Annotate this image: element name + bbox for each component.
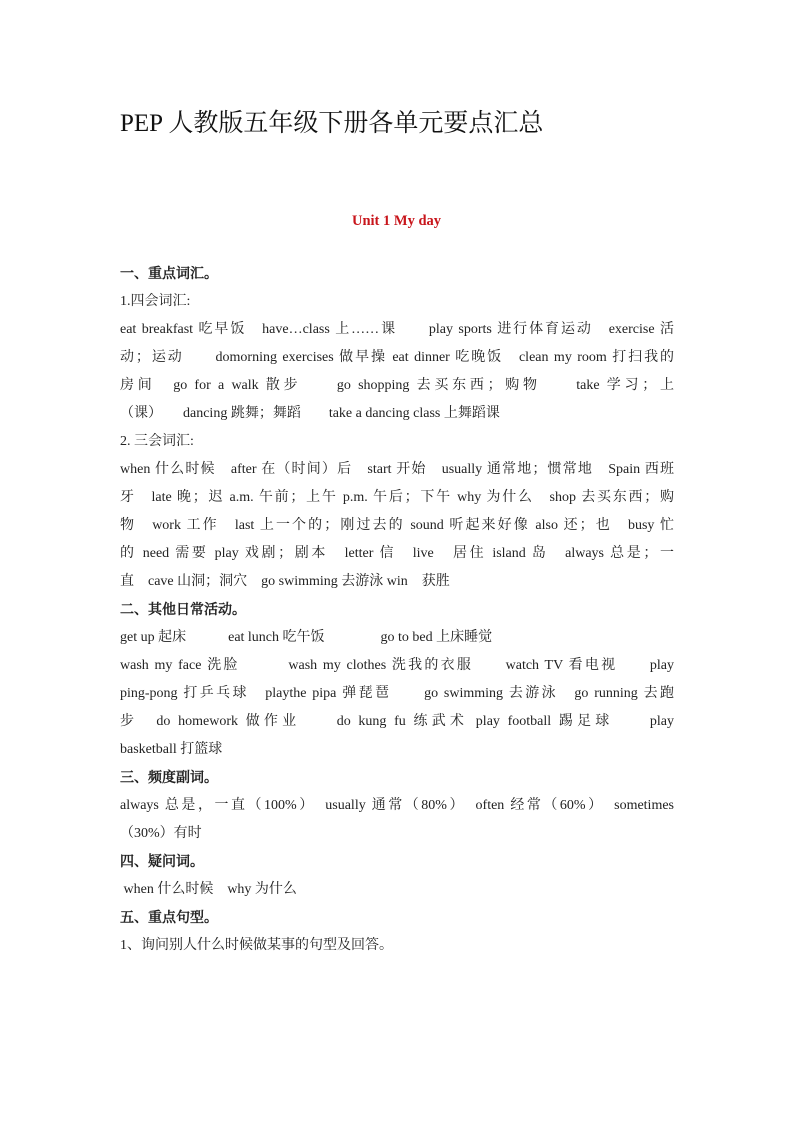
text-line: ping-pong 打乒乓球 playthe pipa 弹琵琶 go swimming 去游泳 go running 去跑 — [120, 686, 674, 701]
text-line: when 什么时候 why 为什么 — [120, 882, 297, 897]
text-line: （课） dancing 跳舞；舞蹈 take a dancing class 上舞蹈课 — [120, 406, 500, 421]
text-line: （30%）有时 — [120, 826, 202, 841]
text-line: 直 cave 山洞；洞穴 go swimming 去游泳 win 获胜 — [120, 574, 450, 589]
section-heading-vocabulary: 一、重点词汇。 — [120, 266, 218, 282]
section-heading-question-words: 四、疑问词。 — [120, 854, 204, 870]
text-line: eat breakfast 吃早饭 have…class 上……课 play sports 进行体育运动 exercise 活 — [120, 322, 674, 337]
section-heading-daily-activities: 二、其他日常活动。 — [120, 602, 246, 618]
text-line: 动；运动 domorning exercises 做早操 eat dinner 吃晚饭 clean my room 打扫我的 — [120, 350, 674, 365]
document-title: PEP 人教版五年级下册各单元要点汇总 — [120, 110, 544, 137]
section-heading-frequency-adverbs: 三、频度副词。 — [120, 770, 218, 786]
text-line: get up 起床 eat lunch 吃午饭 go to bed 上床睡觉 — [120, 630, 493, 645]
text-line: 牙 late 晚；迟 a.m. 午前；上午 p.m. 午后；下午 why 为什么 shop 去买东西；购 — [120, 490, 674, 505]
text-line: wash my face 洗脸 wash my clothes 洗我的衣服 watch TV 看电视 play — [120, 658, 674, 673]
unit-title: Unit 1 My day — [351, 213, 442, 229]
text-line: when 什么时候 after 在（时间）后 start 开始 usually 通常地；惯常地 Spain 西班 — [120, 462, 674, 477]
text-line: 物 work 工作 last 上一个的；刚过去的 sound 听起来好像 also 还；也 busy 忙 — [120, 518, 674, 533]
text-line: 房间 go for a walk 散步 go shopping 去买东西；购物 take 学习；上 — [120, 378, 674, 393]
section-heading-key-sentences: 五、重点句型。 — [120, 910, 218, 926]
text-line: 步 do homework 做作业 do kung fu 练武术 play football 踢足球 play — [120, 714, 674, 729]
subsection-label-four-skill: 1.四会词汇: — [120, 294, 191, 309]
text-line: basketball 打篮球 — [120, 742, 223, 757]
subsection-label-three-skill: 2. 三会词汇: — [120, 434, 194, 449]
text-line: 1、询问别人什么时候做某事的句型及回答。 — [120, 938, 393, 953]
text-line: always 总是，一直（100%） usually 通常（80%） often 经常（60%） sometimes — [120, 798, 674, 813]
text-line: 的 need 需要 play 戏剧；剧本 letter 信 live 居住 island 岛 always 总是；一 — [120, 546, 674, 561]
